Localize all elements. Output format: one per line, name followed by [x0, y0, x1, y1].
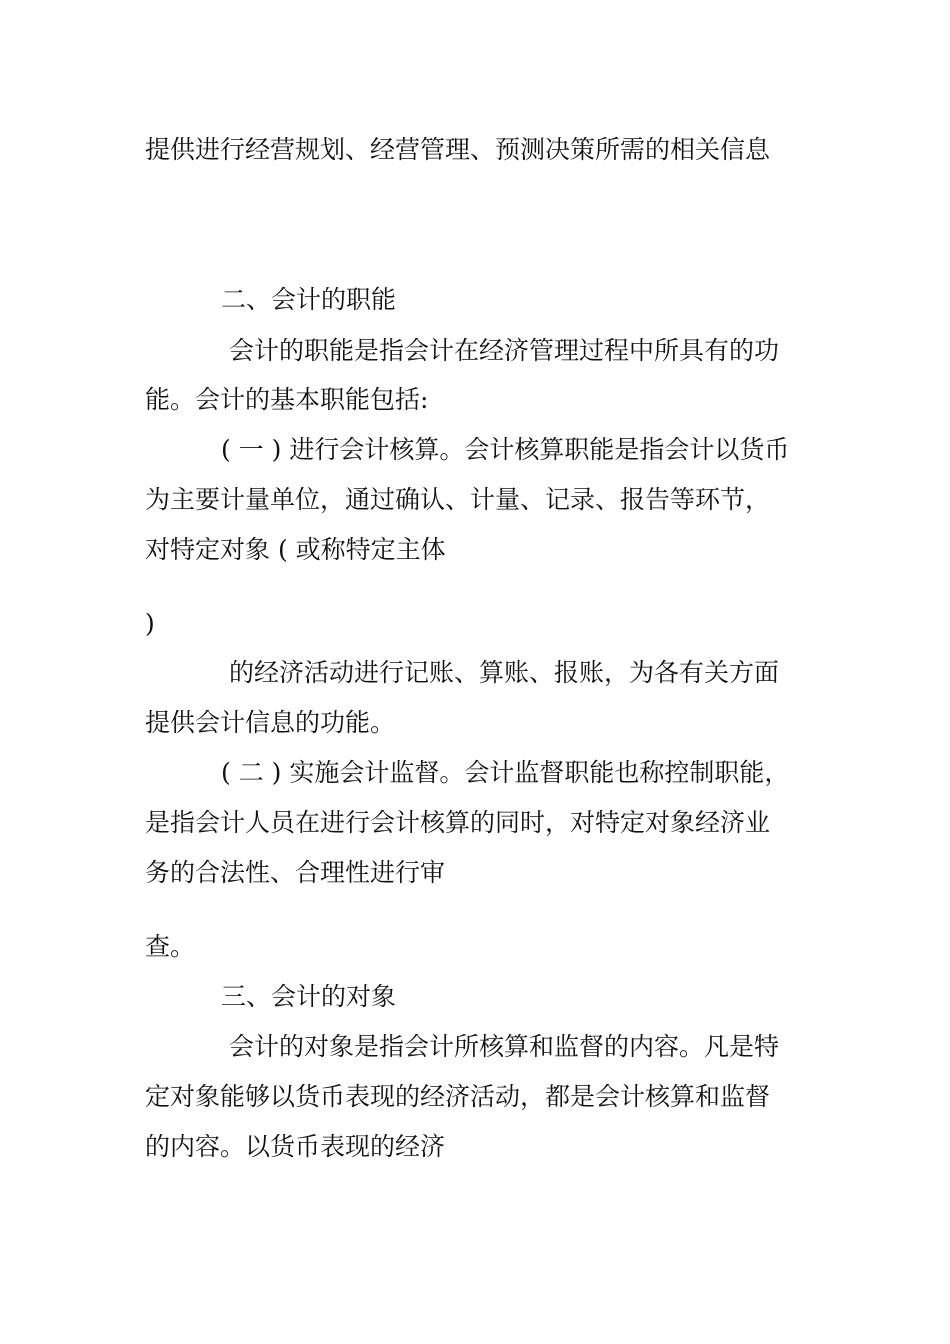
text-line-18: 的内容。以货币表现的经济	[145, 1132, 446, 1161]
text-line-3: 会计的职能是指会计在经济管理过程中所具有的功	[229, 336, 780, 365]
text-line-4: 能。会计的基本职能包括:	[145, 385, 429, 414]
text-line-9: 的经济活动进行记账、算账、报账，为各有关方面	[229, 658, 780, 687]
text-line-12: 是指会计人员在进行会计核算的同时，对特定对象经济业	[145, 808, 771, 837]
text-line-16: 会计的对象是指会计所核算和监督的内容。凡是特	[229, 1032, 780, 1061]
text-line-8: )	[145, 609, 155, 638]
text-line-7: 对特定对象 ( 或称特定主体	[145, 535, 446, 564]
section-heading-functions: 二、会计的职能	[221, 285, 397, 314]
text-line-17: 定对象能够以货币表现的经济活动，都是会计核算和监督	[145, 1082, 771, 1111]
text-line-5: ( 一 ) 进行会计核算。会计核算职能是指会计以货币	[221, 435, 790, 464]
text-line-13: 务的合法性、合理性进行审	[145, 858, 446, 887]
text-line-11: ( 二 ) 实施会计监督。会计监督职能也称控制职能，	[221, 758, 790, 787]
text-line-6: 为主要计量单位，通过确认、计量、记录、报告等环节，	[145, 485, 771, 514]
text-line-14: 查。	[145, 932, 196, 961]
text-line-10: 提供会计信息的功能。	[145, 708, 396, 737]
text-line-1: 提供进行经营规划、经营管理、预测决策所需的相关信息	[145, 135, 771, 164]
section-heading-object: 三、会计的对象	[221, 982, 397, 1011]
